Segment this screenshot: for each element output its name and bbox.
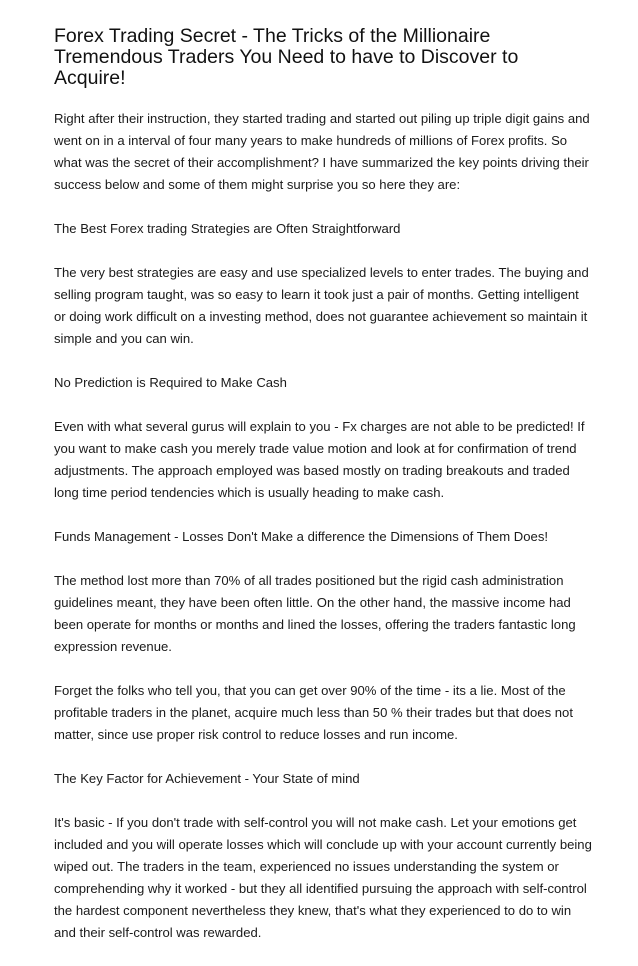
section-heading-funds-management: Funds Management - Losses Don't Make a difference the Dimensions of Them Does! [54, 529, 549, 544]
intro-paragraph: Right after their instruction, they started trading and started out piling up triple digit gains and went on in a interval of four many years to make hundreds of millions of Forex profits. So what was the secret of their accomplishment? I have summarized the key points driving their success below and some of them might surprise you so here they are: [54, 111, 590, 192]
paragraph-win-rate: Forget the folks who tell you, that you can get over 90% of the time - its a lie. Most of the profitable traders in the planet, acquire much less than 50 % their trades but that does not matter, since use proper risk control to reduce losses and run income. [54, 683, 573, 742]
paragraph-strategies: The very best strategies are easy and use specialized levels to enter trades. The buying and selling program taught, was so easy to learn it took just a pair of months. Getting intelligent or doing work difficult on a investing method, does not guarantee achievement so maintain it simple and you can win. [54, 265, 589, 346]
paragraph-state-of-mind: It's basic - If you don't trade with self-control you will not make cash. Let your emotions get included and you will operate losses which will conclude up with your account currently being wiped out. The traders in the team, experienced no issues understanding the system or comprehending why it worked - but they all identified pursuing the approach with self-control the hardest component nevertheless they knew, that's what they experienced to do to win and their self-control was rewarded. [54, 815, 592, 940]
document-title: Forex Trading Secret - The Tricks of the Millionaire Tremendous Traders You Need to have to Discover to Acquire! [54, 25, 519, 89]
paragraph-prediction: Even with what several gurus will explain to you - Fx charges are not able to be predicted! If you want to make cash you merely trade value motion and look at for confirmation of trend adjustments. The approach employed was based mostly on trading breakouts and traded long time period tendencies which is usually heading to make cash. [54, 419, 585, 500]
document-page [54, 26, 594, 966]
section-heading-strategies: The Best Forex trading Strategies are Often Straightforward [54, 221, 401, 236]
section-heading-prediction: No Prediction is Required to Make Cash [54, 375, 287, 390]
paragraph-funds-management: The method lost more than 70% of all trades positioned but the rigid cash administration guidelines meant, they have been often little. On the other hand, the massive income had been operate for months or months and lined the losses, offering the traders fantastic long expression revenue. [54, 573, 576, 654]
section-heading-state-of-mind: The Key Factor for Achievement - Your State of mind [54, 771, 360, 786]
